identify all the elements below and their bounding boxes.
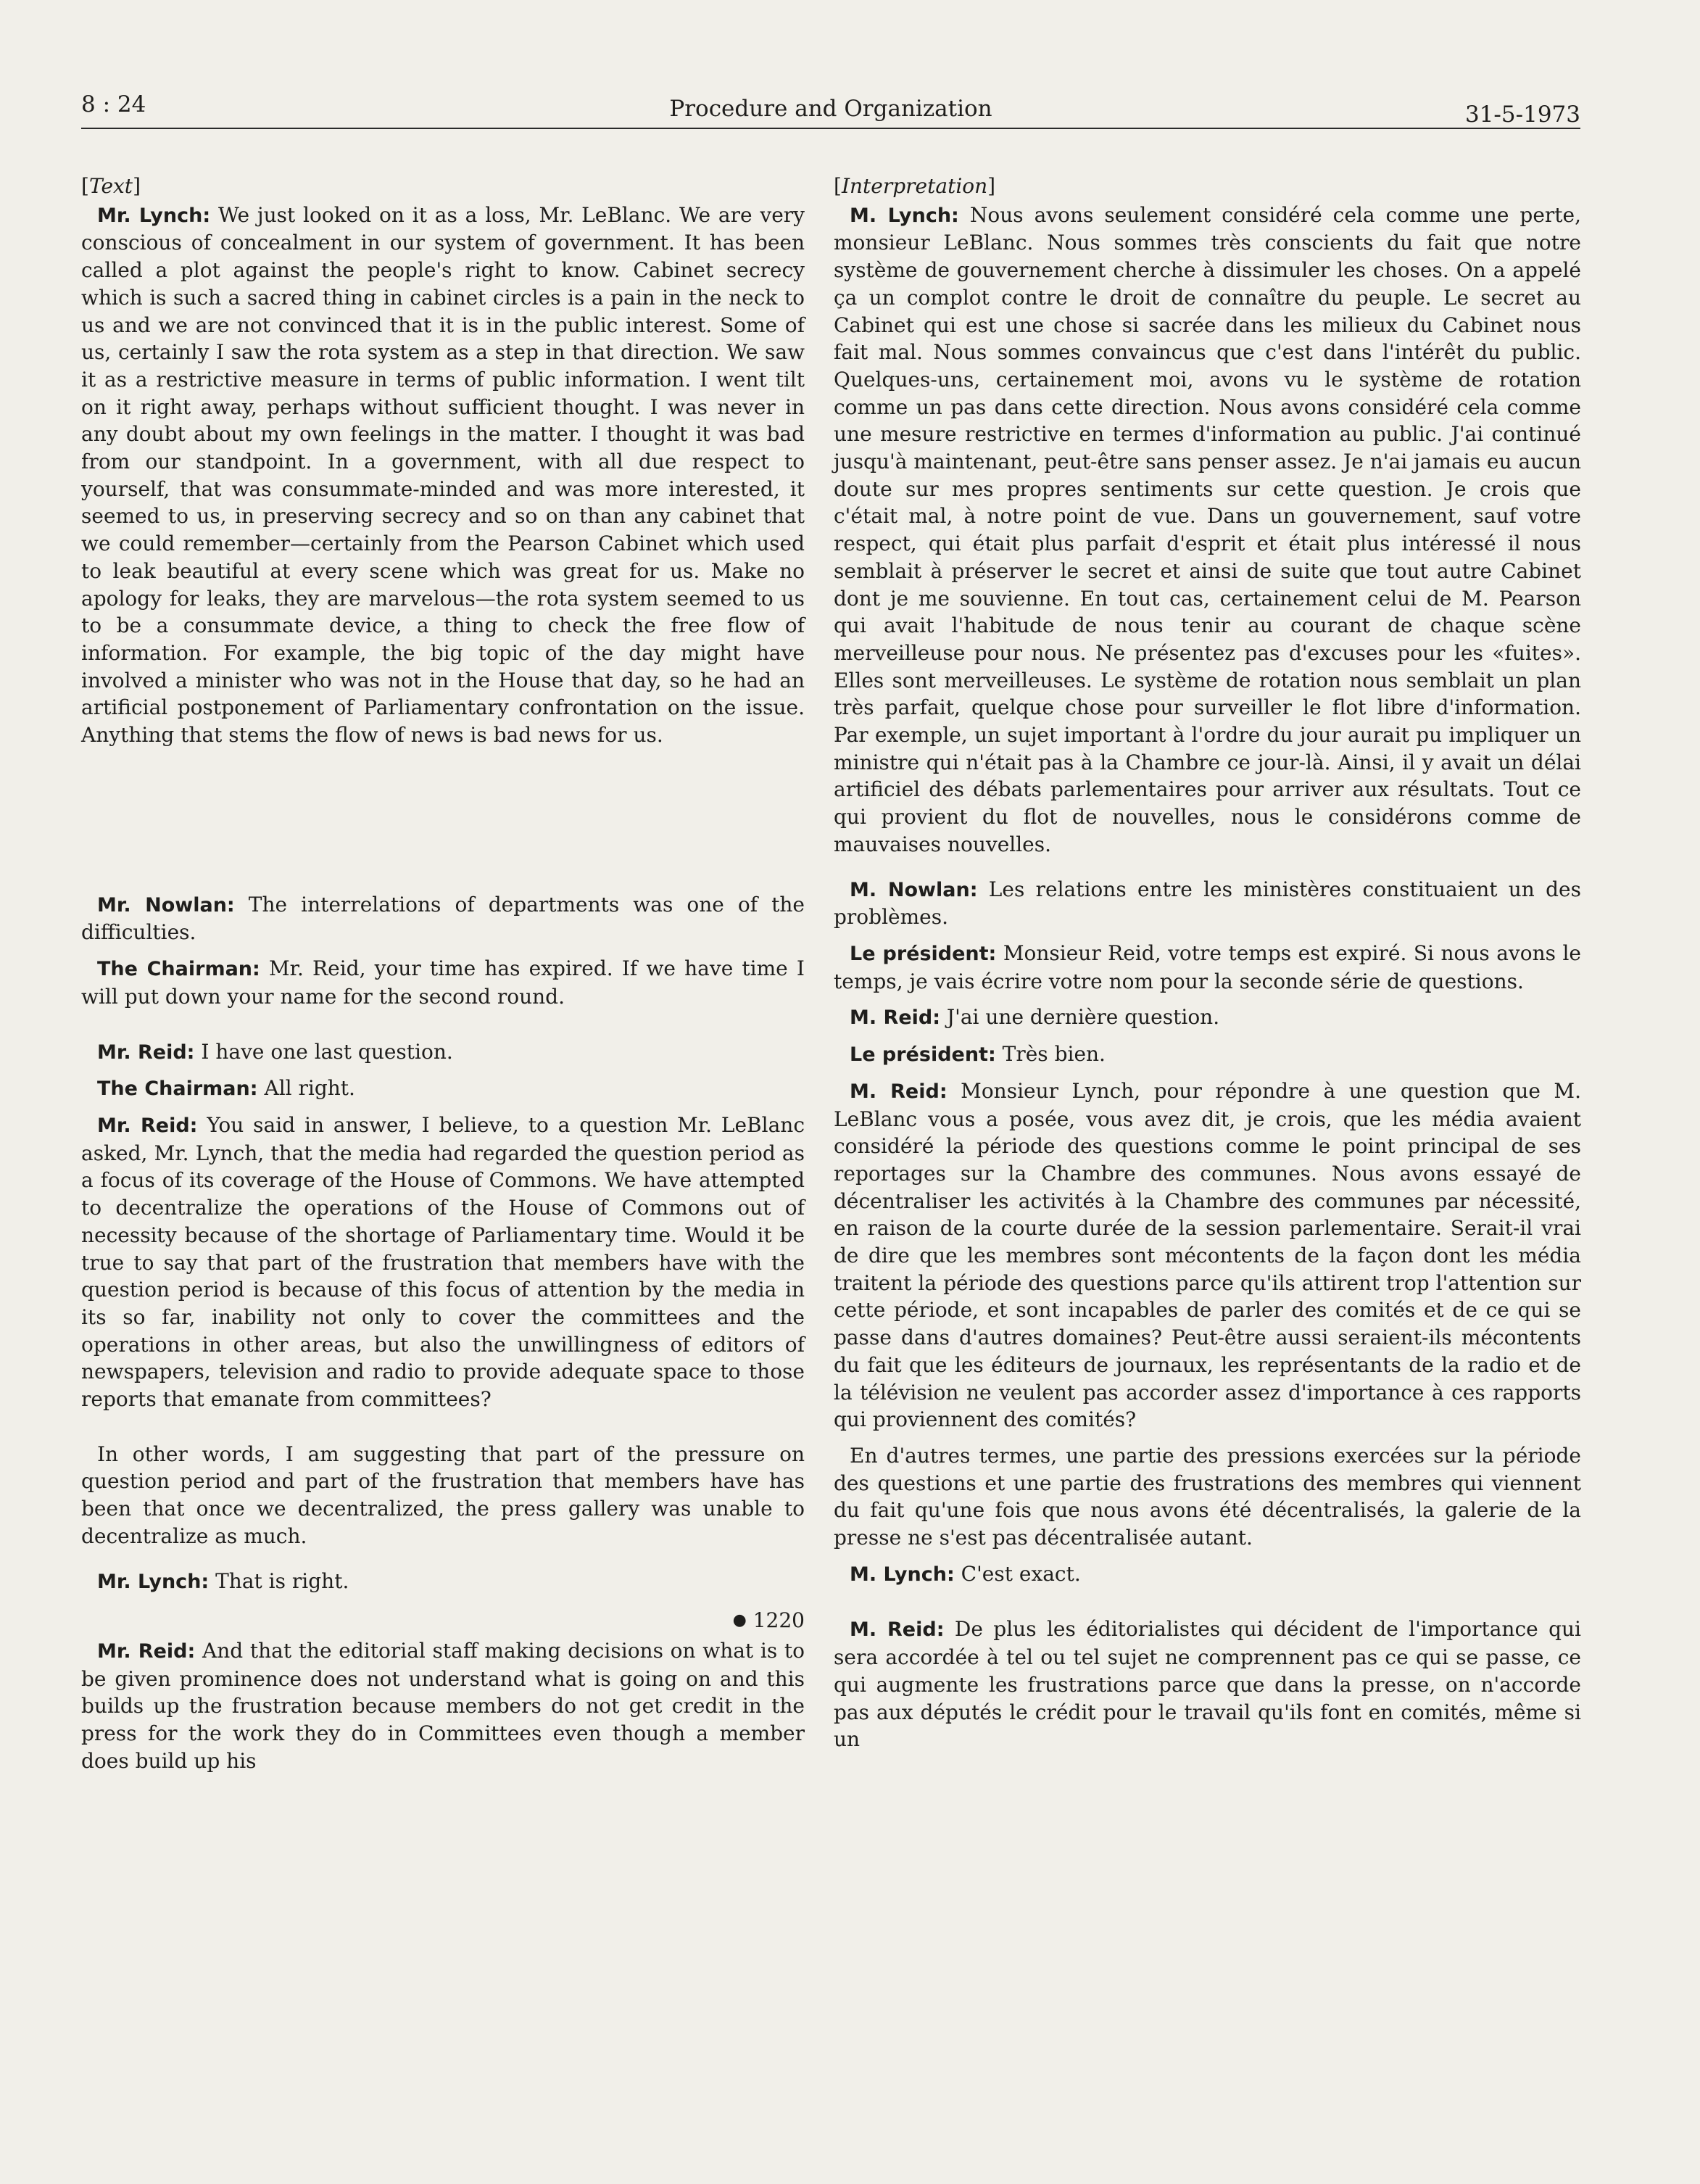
speech-paragraph (81, 1637, 805, 1775)
speech-text: I have one last question. (201, 1039, 453, 1064)
speaker-name: The Chairman: (97, 1077, 258, 1101)
speech-paragraph (834, 1616, 1581, 1753)
page-date: 31-5-1973 (1464, 102, 1580, 128)
page-number: 8 : 24 (81, 91, 146, 117)
speech-paragraph (81, 202, 805, 749)
speech-text: J'ai une dernière question. (946, 1005, 1220, 1030)
speech-text: En d'autres termes, une partie des pressions exercées sur la période des questions et une partie des frustrations des membres qui viennent du fait qu'une fois que nous avons été décentralisés, la galerie de la presse ne s'est pas décentralisée autant. (834, 1443, 1581, 1550)
speech-paragraph (81, 1075, 805, 1103)
speech-paragraph (834, 1077, 1581, 1434)
speech-text: Mr. Reid, your time has expired. If we have time I will put down your name for the second round. (81, 956, 805, 1009)
page-header (81, 86, 1580, 129)
continuation-paragraph (834, 1442, 1581, 1552)
french-column (834, 173, 1581, 1762)
speech-text: All right. (264, 1076, 355, 1101)
speaker-name: The Chairman: (97, 958, 260, 981)
speech-text: Les relations entre les ministères constituaient un des problèmes. (834, 877, 1581, 930)
speech-paragraph (81, 955, 805, 1010)
speech-text: Monsieur Lynch, pour répondre à une question que M. LeBlanc vous a posée, vous avez dit, je crois, que les média avaient considéré la période des questions comme le point principal de ses reportages sur la Chambre des communes. Nous avons essayé de décentraliser les activités à la Chambre des communes par nécessité, en raison de la courte durée de la session parlementaire. Serait-il vrai de dire que les membres sont mécontents de la façon dont les média traitent la période des questions parce qu'ils attirent trop l'attention sur cette période, et sont incapables de parler des comités et de ce qui se passe dans d'autres domaines? Peut-être aussi seraient-ils mécontents du fait que les éditeurs de journaux, les représentants de la radio et de la télévision ne veulent pas accorder assez d'importance à ces rapports qui proviennent des comités? (834, 1078, 1581, 1432)
section-marker-interpretation: [Interpretation] (834, 174, 996, 198)
speaker-name: M. Reid: (850, 1006, 941, 1030)
speech-paragraph (81, 1568, 805, 1596)
speech-paragraph (834, 202, 1581, 859)
timestamp-marker: ● 1220 (732, 1608, 805, 1633)
speech-paragraph (834, 1041, 1581, 1069)
speaker-name: Le président: (850, 1043, 996, 1067)
speech-text: C'est exact. (961, 1561, 1081, 1586)
speech-paragraph (81, 891, 805, 946)
speaker-name: Mr. Reid: (97, 1041, 195, 1064)
section-marker-text: [Text] (81, 174, 141, 198)
speech-paragraph (81, 1112, 805, 1413)
speaker-name: Mr. Reid: (97, 1639, 196, 1663)
speech-paragraph (834, 1004, 1581, 1032)
speech-paragraph (834, 940, 1581, 995)
speaker-name: M. Nowlan: (850, 878, 978, 901)
speaker-name: M. Lynch: (850, 204, 959, 227)
running-title: Procedure and Organization (669, 96, 992, 122)
speech-text: Très bien. (1002, 1042, 1106, 1067)
speaker-name: M. Reid: (850, 1618, 945, 1642)
bullet-icon: ● (732, 1611, 747, 1630)
speaker-name: Mr. Reid: (97, 1114, 198, 1137)
speaker-name: Mr. Lynch: (97, 1570, 210, 1593)
speech-text: De plus les éditorialistes qui décident de l'importance qui sera accordée à tel ou tel sujet ne comprennent pas ce qui se passe, ce qui augmente les frustrations parce que dans la presse, on n'accorde pas aux députés le crédit pour le travail qu'ils font en comités, même si un (834, 1617, 1581, 1752)
speech-text: We just looked on it as a loss, Mr. LeBlanc. We are very conscious of concealment in our system of government. It has been called a plot against the people's right to know. Cabinet secrecy which is such a sacred thing in cabinet circles is a pain in the neck to us and we are not convinced that it is in the public interest. Some of us, certainly I saw the rota system as a step in that direction. We saw it as a restrictive measure in terms of public information. I went tilt on it right away, perhaps without sufficient thought. I was never in any doubt about my own feelings in the matter. I thought it was bad from our standpoint. In a government, with all due respect to yourself, that was consummate-minded and was more interested, it seemed to us, in preserving secrecy and so on than any cabinet that we could remember—certainly from the Pearson Cabinet which used to leak beautiful at every scene which was great for us. Make no apology for leaks, they are marvelous—the rota system seemed to us to be a consummate device, a thing to check the free flow of information. For example, the big topic of the day might have involved a minister who was not in the House that day, so he had an artificial postponement of Parliamentary confrontation on the issue. Anything that stems the flow of news is bad news for us. (81, 202, 805, 748)
speech-paragraph (834, 876, 1581, 931)
continuation-paragraph (81, 1441, 805, 1550)
english-column (81, 173, 805, 1783)
speech-text: The interrelations of departments was one of the difficulties. (81, 892, 805, 945)
speaker-name: M. Lynch: (850, 1563, 955, 1586)
speech-text: And that the editorial staff making decisions on what is to be given prominence does not understand what is going on and this builds up the frustration because members do not get credit in the press for the work they do in Committees even though a member does build up his (81, 1638, 805, 1773)
speech-paragraph (834, 1560, 1581, 1589)
speech-text: In other words, I am suggesting that part of the pressure on question period and part of the frustration that members have has been that once we decentralized, the press gallery was unable to decentralize as much. (81, 1441, 805, 1548)
speech-paragraph (81, 1038, 805, 1067)
speech-text: You said in answer, I believe, to a question Mr. LeBlanc asked, Mr. Lynch, that the media had regarded the question period as a focus of its coverage of the House of Commons. We have attempted to decentralize the operations of the House of Commons out of necessity because of the shortage of Parliamentary time. Would it be true to say that part of the frustration that members have with the question period is because of this focus of attention by the media in its so far, inability not only to cover the committees and the operations in other areas, but also the unwillingness of editors of newspapers, television and radio to provide adequate space to those reports that emanate from committees? (81, 1112, 805, 1412)
speaker-name: Le président: (850, 942, 997, 965)
speech-text: Nous avons seulement considéré cela comme une perte, monsieur LeBlanc. Nous sommes très conscients du fait que notre système de gouvernement cherche à dissimuler les choses. On a appelé ça un complot contre le droit de connaître du peuple. Le secret au Cabinet qui est une chose si sacrée dans les milieux du Cabinet nous fait mal. Nous sommes convaincus que c'est dans l'intérêt du public. Quelques-uns, certainement moi, avons vu le système de rotation comme un pas dans cette direction. Nous avons considéré cela comme une mesure restrictive en termes d'information au public. J'ai continué jusqu'à maintenant, peut-être sans penser assez. Je n'ai jamais eu aucun doute sur mes propres sentiments sur cette question. Je crois que c'était mal, à notre point de vue. Dans un gouvernement, sauf votre respect, qui était plus parfait d'esprit et était plus intéressé il nous semblait à préserver le secret et ainsi de suite que tout autre Cabinet dont je me souvienne. En tout cas, certainement celui de M. Pearson qui avait l'habitude de nous tenir au courant de chaque scène merveilleuse pour nous. Ne présentez pas d'excuses pour les «fuites». Elles sont merveilleuses. Le système de rotation nous semblait un plan très parfait, quelque chose pour surveiller le flot libre d'information. Par exemple, un sujet important à l'ordre du jour aurait pu impliquer un ministre qui n'était pas à la Chambre ce jour-là. Ainsi, il y avait un délai artificiel des débats parlementaires pour arriver aux résultats. Tout ce qui provient du flot de nouvelles, nous le considérons comme de mauvaises nouvelles. (834, 202, 1581, 856)
speaker-name: M. Reid: (850, 1080, 948, 1103)
speech-text: That is right. (215, 1568, 349, 1593)
speaker-name: Mr. Lynch: (97, 204, 211, 227)
speaker-name: Mr. Nowlan: (97, 893, 235, 917)
speech-text: Monsieur Reid, votre temps est expiré. Si nous avons le temps, je vais écrire votre nom pour la seconde série de questions. (834, 940, 1581, 993)
